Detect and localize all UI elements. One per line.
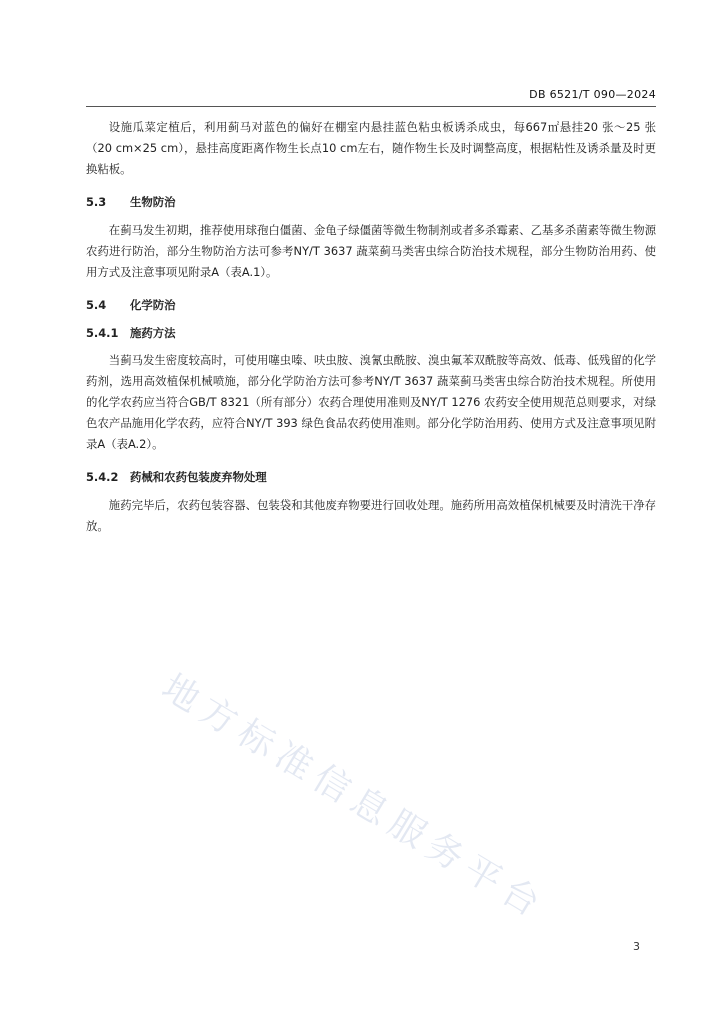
section-number: 5.4 <box>86 298 107 312</box>
header-divider <box>86 106 656 107</box>
biological-control-paragraph: 在蓟马发生初期，推荐使用球孢白僵菌、金龟子绿僵菌等微生物制剂或者多杀霉素、乙基多杀菌素等微生物源农药进行防治，部分生物防治方法可参考NY/T 3637 蔬菜蓟马类害虫综合防治技术规程，部分生物防治用药、使用方式及注意事项见附录A（表A.1）。 <box>86 223 656 279</box>
section-heading-5-4-2 <box>86 467 656 488</box>
page-number: 3 <box>633 940 640 953</box>
application-method-paragraph: 当蓟马发生密度较高时，可使用噻虫嗪、呋虫胺、溴氰虫酰胺、溴虫氟苯双酰胺等高效、低毒、低残留的化学药剂，选用高效植保机械喷施，部分化学防治方法可参考NY/T 3637 蔬菜蓟马类害虫综合防治技术规程。所使用的化学农药应当符合GB/T 8321（所有部分）农药合理使用准则及NY/T 1276 农药安全使用规范总则要求，对绿色农产品施用化学农药，应符合NY/T 393 绿色食品农药使用准则。部分化学防治用药、使用方式及注意事项见附录A（表A.2）。 <box>86 353 656 451</box>
section-heading-5-4 <box>86 295 656 316</box>
section-title: 药械和农药包装废弃物处理 <box>130 470 267 484</box>
section-heading-5-3 <box>86 192 656 213</box>
section-title: 施药方法 <box>130 326 176 340</box>
watermark: 地方标准信息服务平台 <box>154 666 554 929</box>
section-number: 5.4.2 <box>86 470 119 484</box>
section-title: 化学防治 <box>130 298 176 312</box>
intro-paragraph: 设施瓜菜定植后，利用蓟马对蓝色的偏好在棚室内悬挂蓝色粘虫板诱杀成虫，每667㎡悬挂20 张～25 张（20 cm×25 cm），悬挂高度距离作物生长点10 cm左右，随作物生长及时调整高度，根据粘性及诱杀量及时更换粘板。 <box>86 120 656 176</box>
document-body <box>86 117 656 537</box>
section-title: 生物防治 <box>130 195 176 209</box>
document-code: DB 6521/T 090—2024 <box>529 88 656 101</box>
section-number: 5.4.1 <box>86 326 119 340</box>
section-heading-5-4-1 <box>86 323 656 344</box>
section-number: 5.3 <box>86 195 107 209</box>
waste-disposal-paragraph: 施药完毕后，农药包装容器、包装袋和其他废弃物要进行回收处理。施药所用高效植保机械要及时清洗干净存放。 <box>86 498 656 533</box>
